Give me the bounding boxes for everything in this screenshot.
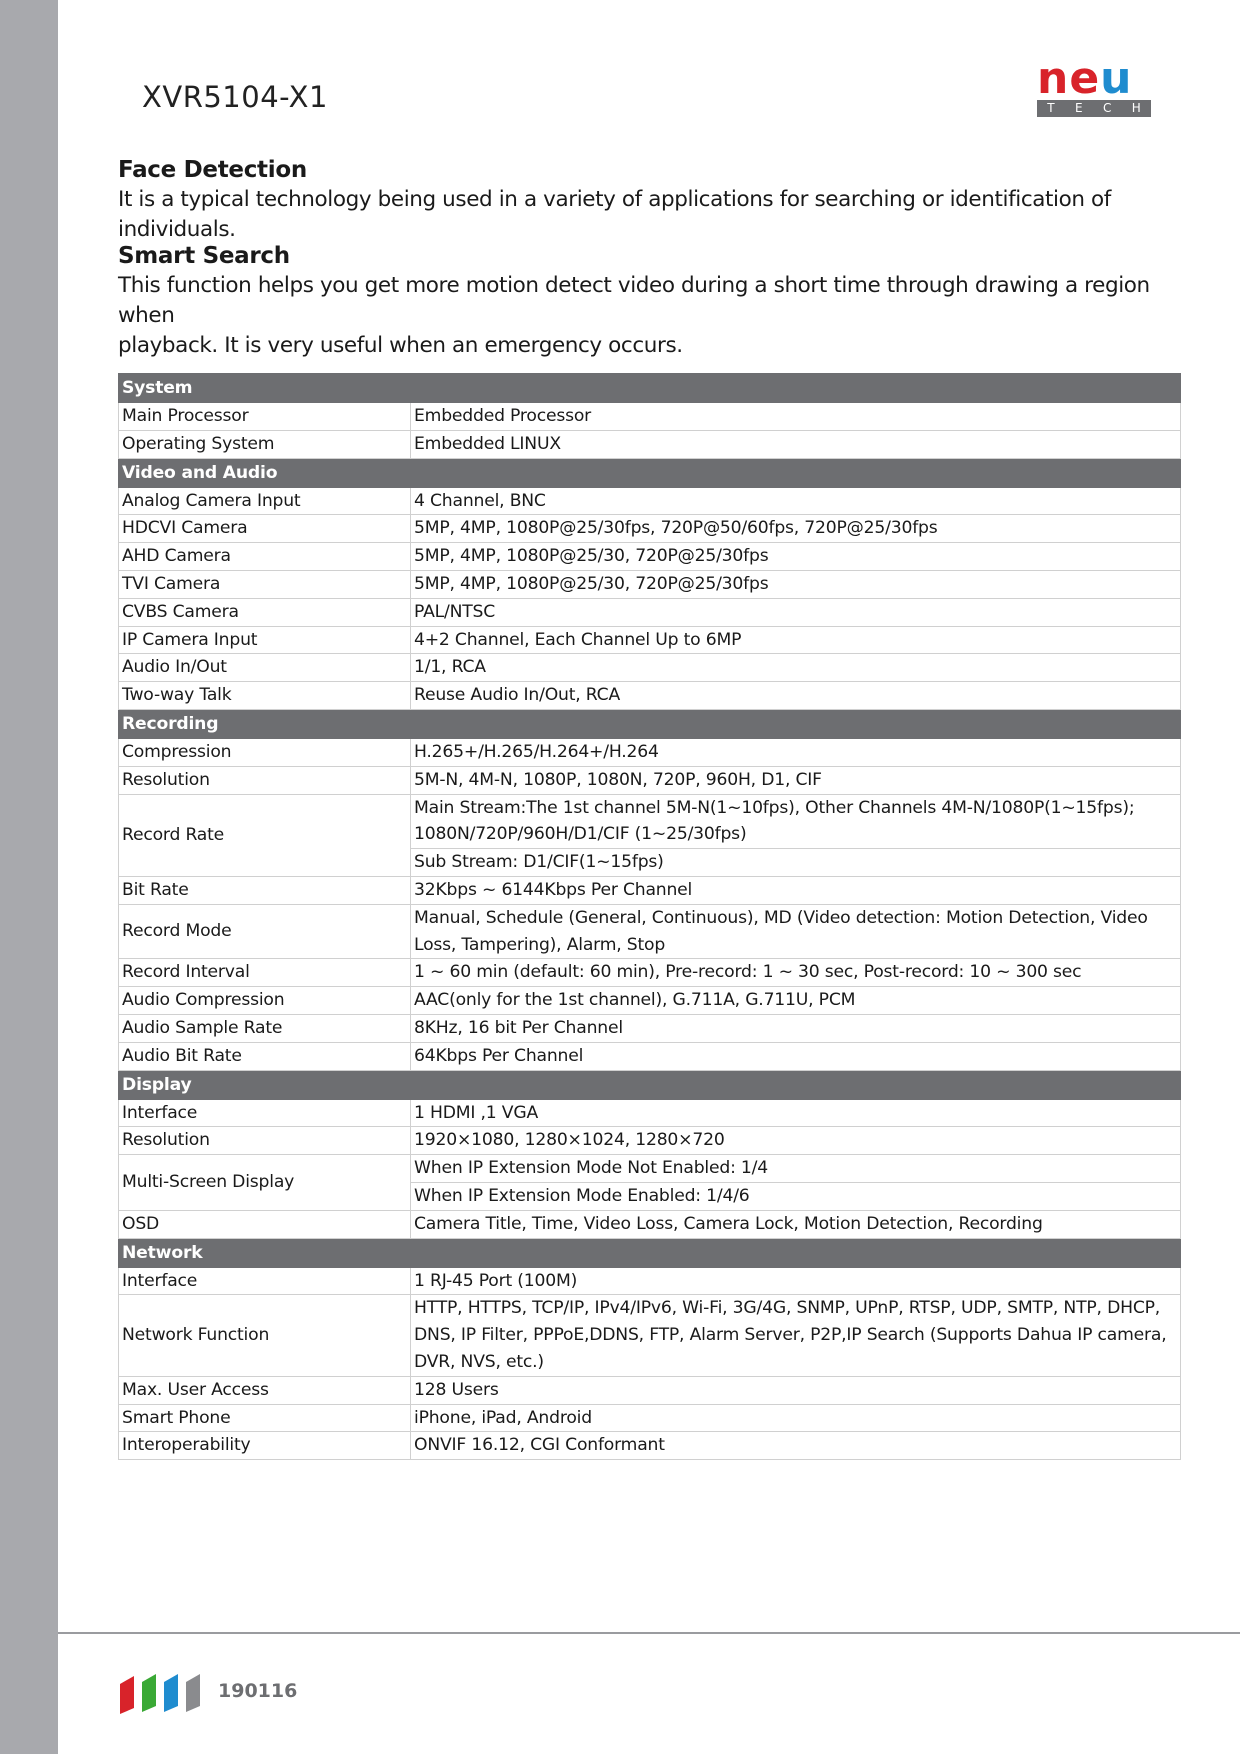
spec-value: 128 Users (411, 1376, 1181, 1404)
spec-value: 4+2 Channel, Each Channel Up to 6MP (411, 626, 1181, 654)
table-row (119, 987, 1181, 1015)
spec-value: Reuse Audio In/Out, RCA (411, 682, 1181, 710)
table-row (119, 430, 1181, 458)
side-bar (0, 0, 58, 1754)
table-row (119, 1099, 1181, 1127)
table-row (119, 1404, 1181, 1432)
spec-label: Record Mode (119, 904, 411, 959)
table-row (119, 904, 1181, 959)
table-row (119, 1014, 1181, 1042)
spec-value: 5MP, 4MP, 1080P@25/30, 720P@25/30fps (411, 570, 1181, 598)
brand-stripes-logo (118, 1672, 202, 1714)
section-header-video-audio: Video and Audio (119, 458, 1181, 487)
face-detection-text: It is a typical technology being used in a variety of applications for searching or identification of individuals. (118, 187, 1111, 242)
spec-label: Compression (119, 738, 411, 766)
spec-label: Max. User Access (119, 1376, 411, 1404)
spec-value: 1920×1080, 1280×1024, 1280×720 (411, 1127, 1181, 1155)
spec-label: Analog Camera Input (119, 487, 411, 515)
table-row (119, 1376, 1181, 1404)
spec-label: Network Function (119, 1295, 411, 1376)
table-row (119, 1127, 1181, 1155)
spec-value: 8KHz, 16 bit Per Channel (411, 1014, 1181, 1042)
spec-value: PAL/NTSC (411, 598, 1181, 626)
spec-value: AAC(only for the 1st channel), G.711A, G.711U, PCM (411, 987, 1181, 1015)
table-row (119, 1432, 1181, 1460)
table-row (119, 766, 1181, 794)
table-row (119, 515, 1181, 543)
spec-value: 1/1, RCA (411, 654, 1181, 682)
stripe-gray (186, 1674, 200, 1712)
section-header-system: System (119, 374, 1181, 403)
document-code: 190116 (218, 1680, 298, 1702)
table-row (119, 403, 1181, 431)
spec-label: Audio Sample Rate (119, 1014, 411, 1042)
spec-value: Embedded LINUX (411, 430, 1181, 458)
stripe-green (142, 1674, 156, 1712)
table-row (119, 487, 1181, 515)
spec-label: Interface (119, 1267, 411, 1295)
spec-label: Operating System (119, 430, 411, 458)
spec-label: Audio Bit Rate (119, 1042, 411, 1070)
spec-label: Record Rate (119, 794, 411, 876)
table-row (119, 626, 1181, 654)
spec-value: Camera Title, Time, Video Loss, Camera Lock, Motion Detection, Recording (411, 1210, 1181, 1238)
spec-label: Interoperability (119, 1432, 411, 1460)
spec-label: Interface (119, 1099, 411, 1127)
table-row (119, 959, 1181, 987)
spec-value: 5MP, 4MP, 1080P@25/30fps, 720P@50/60fps, 720P@25/30fps (411, 515, 1181, 543)
table-row (119, 1155, 1181, 1183)
table-row (119, 598, 1181, 626)
smart-search-section (118, 241, 1188, 361)
spec-value: 32Kbps ~ 6144Kbps Per Channel (411, 876, 1181, 904)
section-header-network: Network (119, 1238, 1181, 1267)
table-row (119, 794, 1181, 849)
spec-label: CVBS Camera (119, 598, 411, 626)
spec-value: When IP Extension Mode Not Enabled: 1/4 (411, 1155, 1181, 1183)
spec-label: AHD Camera (119, 543, 411, 571)
spec-value: ONVIF 16.12, CGI Conformant (411, 1432, 1181, 1460)
spec-label: Resolution (119, 766, 411, 794)
spec-value: Embedded Processor (411, 403, 1181, 431)
spec-label: OSD (119, 1210, 411, 1238)
smart-search-title: Smart Search (118, 243, 290, 269)
face-detection-section (118, 155, 1188, 245)
spec-value: iPhone, iPad, Android (411, 1404, 1181, 1432)
table-row (119, 876, 1181, 904)
table-row (119, 682, 1181, 710)
section-header-recording: Recording (119, 709, 1181, 738)
face-detection-title: Face Detection (118, 157, 307, 183)
spec-label: TVI Camera (119, 570, 411, 598)
spec-value: 1 RJ-45 Port (100M) (411, 1267, 1181, 1295)
table-row (119, 1267, 1181, 1295)
stripe-blue (164, 1674, 178, 1712)
spec-value: Main Stream:The 1st channel 5M-N(1~10fps), Other Channels 4M-N/1080P(1~15fps); 1080N/720P/960H/D1/CIF (1~25/30fps) (411, 794, 1181, 849)
spec-label: Main Processor (119, 403, 411, 431)
spec-value: When IP Extension Mode Enabled: 1/4/6 (411, 1182, 1181, 1210)
spec-label: HDCVI Camera (119, 515, 411, 543)
table-row (119, 654, 1181, 682)
table-row (119, 738, 1181, 766)
spec-value: Sub Stream: D1/CIF(1~15fps) (411, 849, 1181, 877)
model-title: XVR5104-X1 (142, 80, 328, 114)
spec-label: Smart Phone (119, 1404, 411, 1432)
spec-label: Audio Compression (119, 987, 411, 1015)
section-header-display: Display (119, 1070, 1181, 1099)
spec-label: Multi-Screen Display (119, 1155, 411, 1211)
spec-table (118, 373, 1181, 1460)
footer-divider (58, 1632, 1240, 1634)
spec-label: IP Camera Input (119, 626, 411, 654)
spec-value: 5MP, 4MP, 1080P@25/30, 720P@25/30fps (411, 543, 1181, 571)
spec-label: Record Interval (119, 959, 411, 987)
spec-value: 4 Channel, BNC (411, 487, 1181, 515)
neu-tech-logo: neu T E C H (1037, 58, 1153, 118)
spec-value: 5M-N, 4M-N, 1080P, 1080N, 720P, 960H, D1, CIF (411, 766, 1181, 794)
table-row (119, 1042, 1181, 1070)
table-row (119, 1210, 1181, 1238)
spec-label: Resolution (119, 1127, 411, 1155)
smart-search-text-line: playback. It is very useful when an emergency occurs. (118, 333, 683, 358)
spec-label: Bit Rate (119, 876, 411, 904)
spec-label: Audio In/Out (119, 654, 411, 682)
spec-value: 1 HDMI ,1 VGA (411, 1099, 1181, 1127)
spec-value: H.265+/H.265/H.264+/H.264 (411, 738, 1181, 766)
spec-value: Manual, Schedule (General, Continuous), MD (Video detection: Motion Detection, Video Loss, Tampering), Alarm, Stop (411, 904, 1181, 959)
table-row (119, 543, 1181, 571)
spec-label: Two-way Talk (119, 682, 411, 710)
spec-value: HTTP, HTTPS, TCP/IP, IPv4/IPv6, Wi-Fi, 3G/4G, SNMP, UPnP, RTSP, UDP, SMTP, NTP, DHCP, DNS, IP Filter, PPPoE,DDNS, FTP, Alarm Server, P2P,IP Search (Supports Dahua IP camera, DVR, NVS, etc.) (411, 1295, 1181, 1376)
spec-value: 1 ~ 60 min (default: 60 min), Pre-record: 1 ~ 30 sec, Post-record: 10 ~ 300 sec (411, 959, 1181, 987)
stripe-red (120, 1676, 134, 1714)
table-row (119, 1295, 1181, 1376)
smart-search-text-line: This function helps you get more motion detect video during a short time through drawing a region when (118, 273, 1150, 328)
table-row (119, 570, 1181, 598)
spec-value: 64Kbps Per Channel (411, 1042, 1181, 1070)
